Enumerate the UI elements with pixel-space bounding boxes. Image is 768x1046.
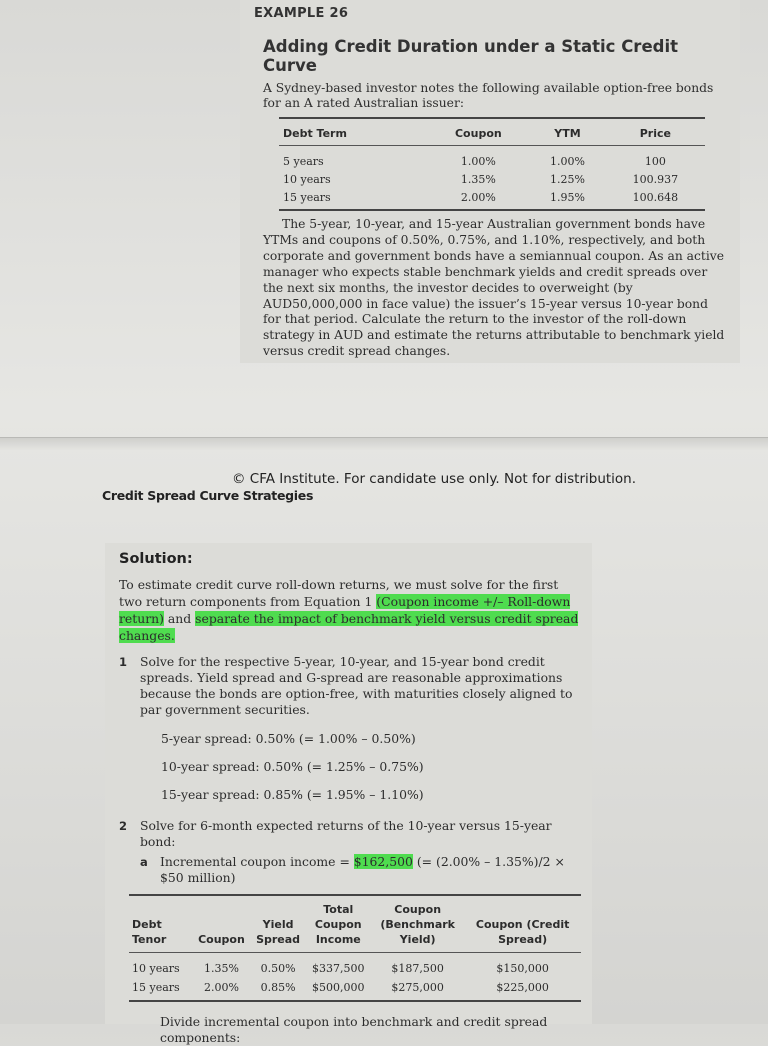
- header-line: (Benchmark: [380, 918, 455, 931]
- header-cell: YTM: [529, 118, 605, 146]
- running-head: Credit Spread Curve Strategies: [102, 488, 314, 503]
- divide-text: Divide incremental coupon into benchmark and credit spread components:: [160, 1014, 548, 1045]
- cell: 15 years: [279, 189, 427, 210]
- header-cell: [464, 895, 581, 953]
- cell: 1.95%: [529, 189, 605, 210]
- cell: 100.937: [632, 173, 679, 186]
- header-cell: [129, 895, 192, 953]
- header-cell: [306, 895, 372, 953]
- cell: $500,000: [306, 978, 372, 1001]
- page-separator: [0, 437, 768, 450]
- step-text: Solve for 6-month expected returns of the 10-year versus 15-year bond:: [140, 818, 552, 849]
- cell: 2.00%: [427, 189, 529, 210]
- header-line: Coupon: [394, 903, 442, 916]
- example-label: EXAMPLE 26: [254, 6, 349, 21]
- header-cell: [192, 895, 250, 953]
- header-line: Spread: [256, 933, 301, 946]
- header-line: Debt: [132, 918, 162, 931]
- header-cell: Price: [606, 118, 705, 146]
- table-row: [279, 171, 705, 189]
- cell: 1.35%: [460, 173, 496, 186]
- cell: 100: [644, 155, 666, 168]
- header-line: Coupon: [314, 918, 362, 931]
- cell: 0.85%: [251, 978, 306, 1001]
- cell: 1.25%: [550, 173, 585, 186]
- cell: 5 years: [283, 155, 324, 168]
- step-number: 1: [119, 655, 128, 669]
- cell: $150,000: [496, 962, 549, 975]
- cell: $187,500: [391, 962, 444, 975]
- spread-line: 15-year spread: 0.85% (= 1.95% – 1.10%): [161, 787, 424, 802]
- spread-line: 5-year spread: 0.50% (= 1.00% – 0.50%): [161, 731, 416, 746]
- substep-text: (= (2.00% – 1.35%)/2 × $50 million): [160, 854, 565, 885]
- cell: 15 years: [129, 978, 192, 1001]
- substep-text: Incremental coupon income =: [160, 854, 354, 869]
- cell: $275,000: [371, 978, 464, 1001]
- solution-title: Solution:: [119, 551, 193, 567]
- header-line: Coupon: [198, 933, 245, 946]
- cell: 10 years: [283, 173, 331, 186]
- step-1: [119, 654, 580, 718]
- cell: $337,500: [312, 962, 365, 975]
- cell: $225,000: [464, 978, 581, 1001]
- bond-table-header: [279, 118, 705, 146]
- table-row: [129, 978, 581, 1001]
- table-row: [279, 146, 705, 172]
- example-body: The 5-year, 10-year, and 15-year Australian government bonds have YTMs and coupons of 0.50%, 0.75%, and 1.10%, respectively, and both corporate and government bonds have a semiannual coupon. As an active manager who expects stable benchmark yields and credit spreads over the next six months, the investor decides to overweight (by AUD50,000,000 in face value) the issuer’s 15-year versus 10-year bond for that period. Calculate the return to the investor of the roll-down strategy in AUD and estimate the returns attributable to benchmark yield versus credit spread changes.: [263, 217, 725, 359]
- cell: 1.00%: [460, 155, 496, 168]
- header-line: Spread): [498, 933, 548, 946]
- intro-text: and: [163, 611, 196, 626]
- example-box: [240, 0, 740, 363]
- cell: 10 years: [132, 962, 180, 975]
- example-title: Adding Credit Duration under a Static Credit Curve: [263, 37, 678, 75]
- cell: 0.50%: [260, 962, 296, 975]
- header-cell: Coupon: [427, 118, 529, 146]
- highlight: separate the impact of benchmark yield versus credit spread changes.: [119, 611, 579, 643]
- coupon-table-header: [129, 895, 581, 953]
- table-row: [129, 953, 581, 979]
- highlight: $162,500: [353, 854, 413, 869]
- solution-box: [105, 543, 592, 1045]
- cell: 2.00%: [192, 978, 250, 1001]
- table-row: [279, 189, 705, 210]
- cell: 1.35%: [203, 962, 239, 975]
- bond-table: [279, 117, 705, 211]
- cell: 100.648: [606, 189, 705, 210]
- solution-intro: [119, 576, 580, 644]
- header-line: Yield): [399, 933, 436, 946]
- copyright-notice: © CFA Institute. For candidate use only. Not for distribution.: [232, 471, 637, 487]
- example-intro: A Sydney-based investor notes the following available option-free bonds for an A rated Australian issuer:: [263, 81, 714, 110]
- header-cell: [371, 895, 464, 953]
- header-line: Coupon (Credit: [475, 918, 570, 931]
- substep-a: [140, 854, 580, 886]
- header-line: Total: [323, 903, 354, 916]
- coupon-table: [129, 894, 581, 1002]
- step-text: Solve for the respective 5-year, 10-year, and 15-year bond credit spreads. Yield spread and G-spread are reasonable approximations because the bonds are option-free, with maturities closely aligned to par government securities.: [140, 654, 573, 717]
- header-cell: [251, 895, 306, 953]
- header-line: Income: [315, 933, 361, 946]
- header-line: Tenor: [132, 933, 167, 946]
- step-number: 2: [119, 819, 128, 833]
- substep-letter: a: [140, 855, 148, 869]
- header-line: Yield: [262, 918, 294, 931]
- intro-text: To estimate credit curve roll-down returns, we must solve for the first two return components from Equation 1: [119, 577, 559, 609]
- cell: 1.00%: [550, 155, 585, 168]
- step-2: [119, 818, 580, 850]
- highlight: (Coupon income +/– Roll-down return): [119, 594, 571, 626]
- spread-line: 10-year spread: 0.50% (= 1.25% – 0.75%): [161, 759, 424, 774]
- header-cell: Debt Term: [279, 118, 427, 146]
